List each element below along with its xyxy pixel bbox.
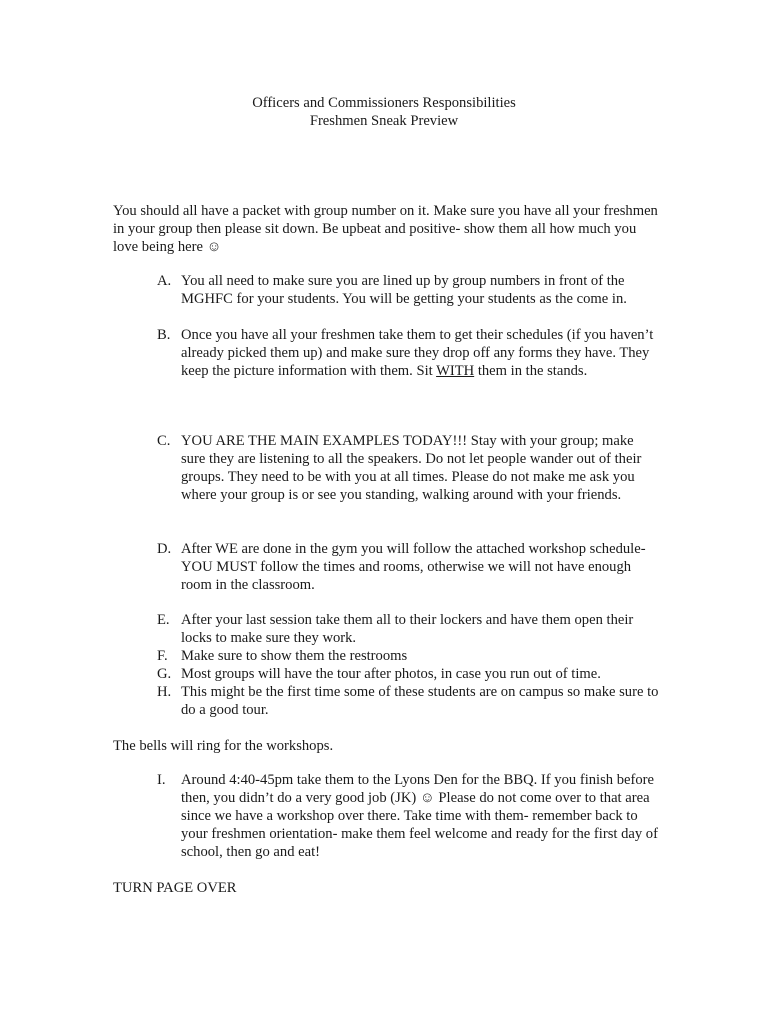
intro-paragraph: You should all have a packet with group number on it. Make sure you have all your freshmen in your group then please sit down. Be upbeat and positive- show them all how much you love being here ☺	[113, 203, 658, 255]
list-marker: A.	[157, 273, 172, 289]
list-item-h	[157, 683, 660, 719]
list-item-e	[157, 611, 660, 647]
list-item-text: This might be the first time some of these students are on campus so make sure to do a good tour.	[181, 684, 659, 718]
list-item-text: After WE are done in the gym you will follow the attached workshop schedule- YOU MUST follow the times and rooms, otherwise we will not have enough room in the classroom.	[181, 541, 646, 593]
list-item-text: Once you have all your freshmen take them to get their schedules (if you haven’t already picked them up) and make sure they drop off any forms they have. They keep the picture information with them. Sit	[181, 327, 654, 379]
list-group-d	[157, 540, 660, 594]
list-item-text: Make sure to show them the restrooms	[181, 648, 408, 664]
list-group-b	[157, 326, 660, 380]
list-item-g	[157, 665, 660, 683]
bells-note: The bells will ring for the workshops.	[113, 738, 334, 754]
list-item-text: You all need to make sure you are lined up by group numbers in front of the MGHFC for your students. You will be getting your students as the come in.	[181, 273, 627, 307]
list-marker: B.	[157, 327, 171, 343]
turn-page-note: TURN PAGE OVER	[113, 880, 237, 896]
list-item-i	[157, 771, 660, 861]
list-marker: I.	[157, 772, 166, 788]
list-item-c	[157, 432, 660, 504]
list-item-text: After your last session take them all to their lockers and have them open their locks to make sure they work.	[181, 612, 634, 646]
title-line-2: Freshmen Sneak Preview	[309, 113, 459, 129]
list-item-a	[157, 272, 660, 308]
list-item-text: Most groups will have the tour after photos, in case you run out of time.	[181, 666, 601, 682]
list-item-d	[157, 540, 660, 594]
list-marker: H.	[157, 684, 172, 700]
list-item-f	[157, 647, 660, 665]
title-line-1: Officers and Commissioners Responsibilities	[252, 95, 516, 111]
underlined-emphasis: WITH	[436, 363, 475, 379]
list-marker: E.	[157, 612, 170, 628]
list-marker: F.	[157, 648, 168, 664]
list-group-i	[157, 771, 660, 861]
list-marker: C.	[157, 433, 171, 449]
list-item-text-end: them in the stands.	[474, 363, 588, 379]
list-item-b	[157, 326, 660, 380]
list-group-e-h	[157, 611, 660, 719]
list-group-c	[157, 432, 660, 504]
list-group-a	[157, 272, 660, 308]
list-marker: G.	[157, 666, 172, 682]
list-item-text: YOU ARE THE MAIN EXAMPLES TODAY!!! Stay with your group; make sure they are listening to all the speakers. Do not let people wander out of their groups. They need to be with you at all times. Please do not make me ask you where your group is or see you standing, walking around with your friends.	[181, 433, 642, 503]
list-item-text: Around 4:40-45pm take them to the Lyons Den for the BBQ. If you finish before then, you didn’t do a very good job (JK) ☺ Please do not come over to that area since we have a workshop over there. Take time with them- remember back to your freshmen orientation- make them feel welcome and ready for the first day of school, then go and eat!	[181, 772, 658, 860]
document-title	[0, 94, 768, 130]
list-marker: D.	[157, 541, 172, 557]
